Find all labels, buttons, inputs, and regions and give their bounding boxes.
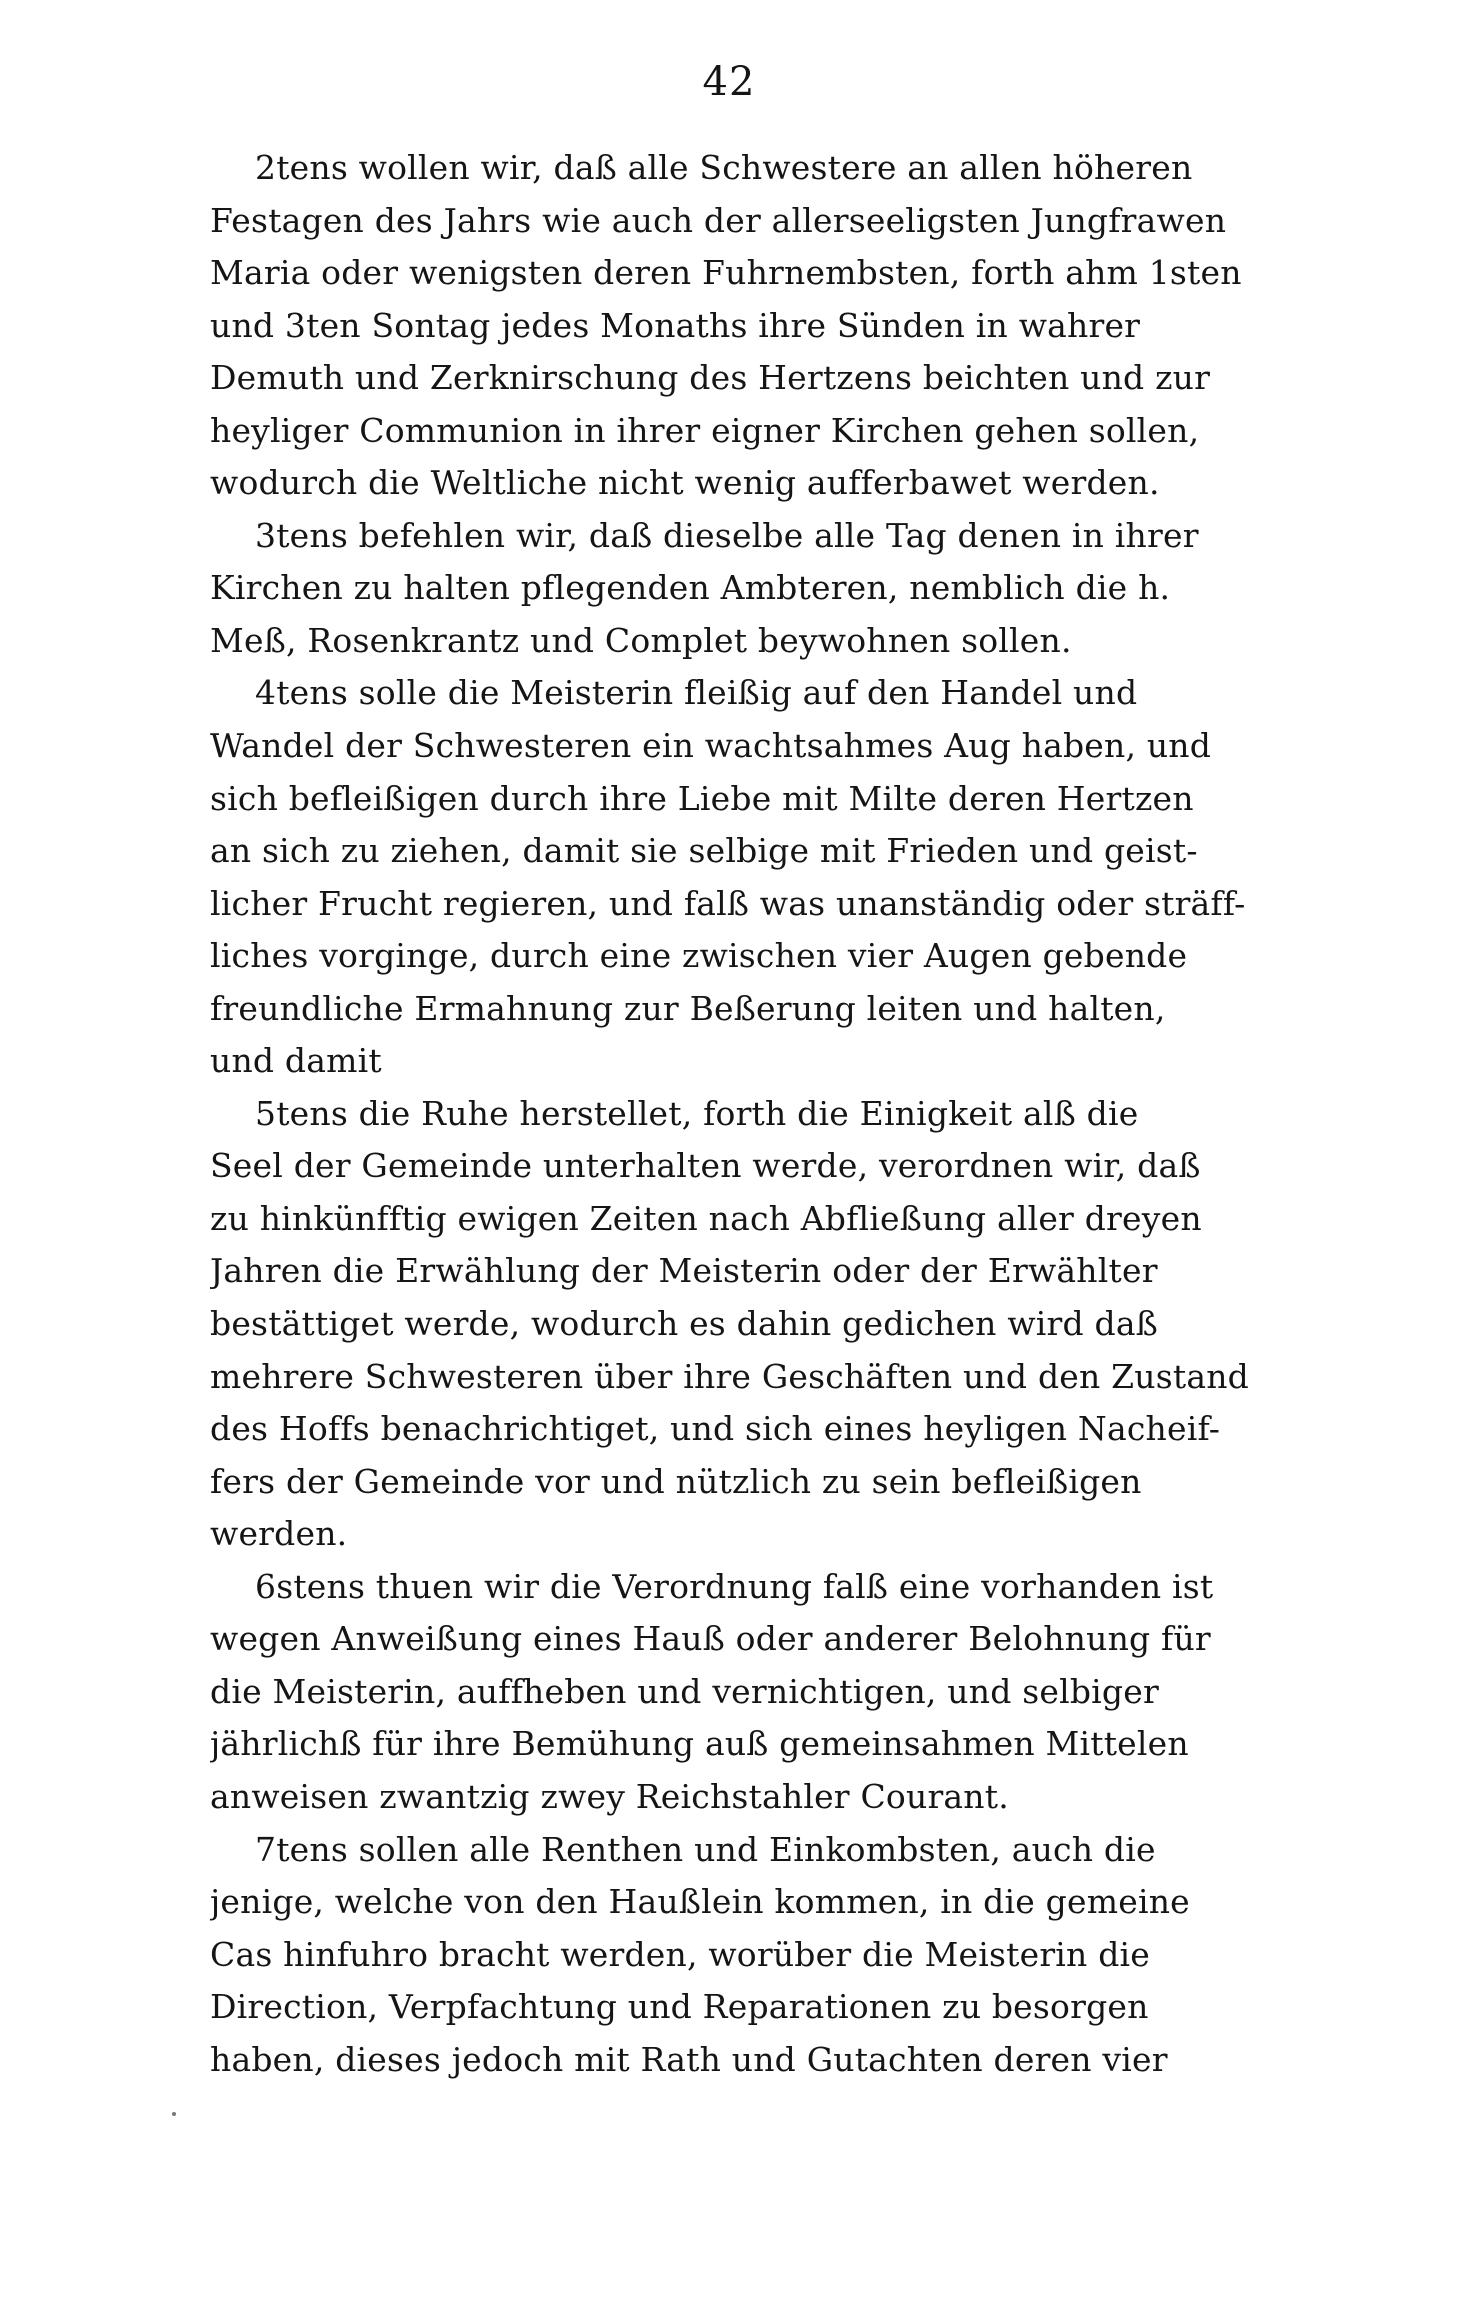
text-line: 2tens wollen wir, daß alle Schwestere an allen höheren — [255, 148, 1193, 187]
text-line: jenige, welche von den Haußlein kommen, in die gemeine — [210, 1882, 1190, 1922]
text-line: und 3ten Sontag jedes Monaths ihre Sünden in wahrer — [210, 305, 1141, 345]
text-line: Jahren die Erwählung der Meisterin oder der Erwählter — [210, 1251, 1158, 1291]
text-line: anweisen zwantzig zwey Reichstahler Courant. — [210, 1776, 1009, 1816]
page-number: 42 — [702, 59, 756, 105]
text-line: wegen Anweißung eines Hauß oder anderer Belohnung für — [210, 1619, 1211, 1659]
text-line: Demuth und Zerknirschung des Hertzens beichten und zur — [210, 358, 1211, 398]
text-line: und damit — [210, 1041, 382, 1081]
text-line: mehrere Schwesteren über ihre Geschäften und den Zustand — [210, 1356, 1249, 1396]
text-line: liches vorginge, durch eine zwischen vier Augen gebende — [210, 936, 1188, 976]
text-line: Cas hinfuhro bracht werden, worüber die Meisterin die — [210, 1934, 1150, 1974]
text-line: 4tens solle die Meisterin fleißig auf den Handel und — [255, 673, 1138, 713]
text-line: 7tens sollen alle Renthen und Einkombsten, auch die — [255, 1829, 1156, 1869]
text-line: sich befleißigen durch ihre Liebe mit Milte deren Hertzen — [210, 778, 1194, 818]
text-line: Kirchen zu halten pflegenden Ambteren, nemblich die h. — [210, 568, 1171, 608]
text-line: 6stens thuen wir die Verordnung falß eine vorhanden ist — [255, 1566, 1214, 1606]
text-line: haben, dieses jedoch mit Rath und Gutachten deren vier — [210, 2039, 1168, 2079]
text-line: Wandel der Schwesteren ein wachtsahmes Aug haben, und — [210, 726, 1212, 766]
text-line: die Meisterin, auffheben und vernichtigen, und selbiger — [210, 1671, 1159, 1711]
ink-speck — [172, 2112, 176, 2116]
text-line: 3tens befehlen wir, daß dieselbe alle Tag denen in ihrer — [255, 515, 1199, 555]
text-line: Direction, Verpfachtung und Reparationen zu besorgen — [210, 1987, 1149, 2027]
text-line: Seel der Gemeinde unterhalten werde, verordnen wir, daß — [210, 1146, 1201, 1186]
text-line: 5tens die Ruhe herstellet, forth die Einigkeit alß die — [255, 1093, 1139, 1133]
text-line: werden. — [210, 1514, 348, 1554]
text-line: Meß, Rosenkrantz und Complet beywohnen sollen. — [210, 620, 1072, 660]
text-line: wodurch die Weltliche nicht wenig aufferbawet werden. — [210, 463, 1160, 503]
text-line: fers der Gemeinde vor und nützlich zu sein befleißigen — [210, 1461, 1142, 1501]
text-line: heyliger Communion in ihrer eigner Kirchen gehen sollen, — [210, 410, 1200, 450]
body-text — [210, 142, 1250, 2086]
text-line: licher Frucht regieren, und falß was unanständig oder sträff- — [210, 883, 1246, 923]
text-line: bestättiget werde, wodurch es dahin gedichen wird daß — [210, 1304, 1158, 1344]
text-line: zu hinkünfftig ewigen Zeiten nach Abfließung aller dreyen — [210, 1198, 1202, 1238]
text-line: an sich zu ziehen, damit sie selbige mit Frieden und geist- — [210, 831, 1198, 871]
text-line: des Hoffs benachrichtiget, und sich eines heyligen Nacheif- — [210, 1409, 1221, 1449]
text-line: Maria oder wenigsten deren Fuhrnembsten, forth ahm 1sten — [210, 253, 1242, 293]
text-line: jährlichß für ihre Bemühung auß gemeinsahmen Mittelen — [210, 1724, 1189, 1764]
text-line: freundliche Ermahnung zur Beßerung leiten und halten, — [210, 988, 1166, 1028]
text-line: Festagen des Jahrs wie auch der allerseeligsten Jungfrawen — [210, 200, 1227, 240]
